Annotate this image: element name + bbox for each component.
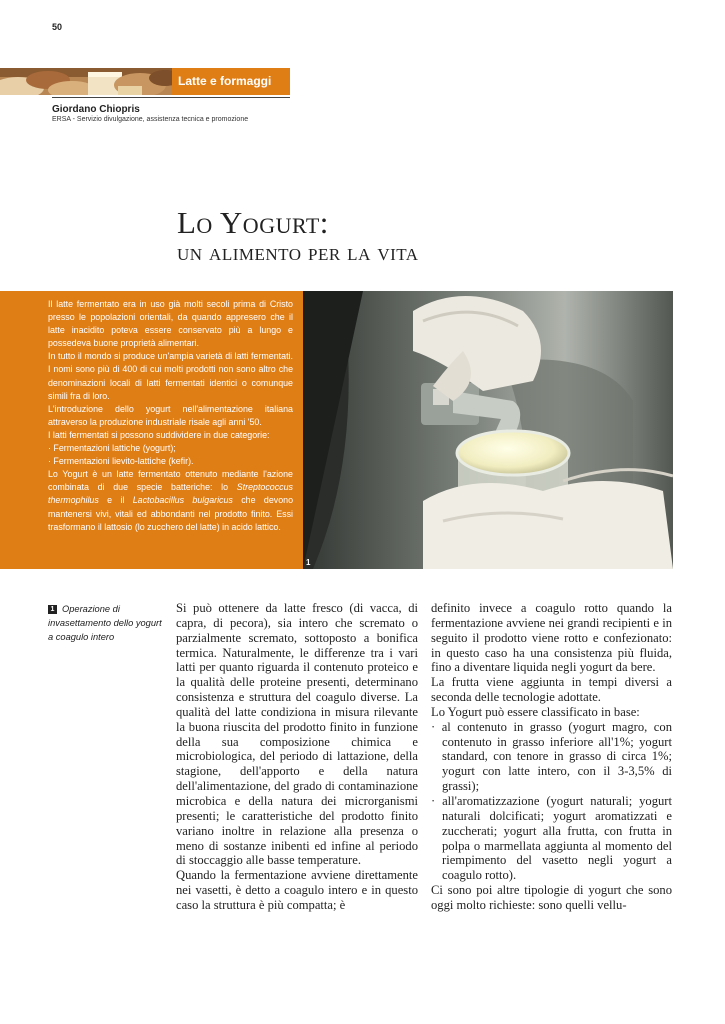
body-paragraph: Si può ottenere da latte fresco (di vacca, di capra, di pecora), sia intero che scremato o parzialmente scremato, sottoposto a bonifica termica. Naturalmente, le differenze tra i vari latti per quanto riguarda il contenuto proteico e la qualità delle proteine presenti, determinano consistenza e struttura del coagulo diverse. La qualità del latte condiziona in misura rilevante la buona riuscita del prodotto finito in funzione della sua composizione chimica e microbiologica, del periodo di lattazione, della stagione, dell'apporto e della natura dell'alimentazione, del grado di contaminazione microbica e della natura dei microrganismi presenti; le caratteristiche del prodotto finito variano inoltre in relazione alla presenza o meno di sostanze inibenti ed infine al periodo di stoccaggio alle basse temperature. xyxy=(176,601,418,868)
intro-paragraph: L'introduzione dello yogurt nell'alimentazione italiana attraverso la produzione industriale risale agli anni '50. xyxy=(48,403,293,427)
body-paragraph: Quando la fermentazione avviene direttamente nei vasetti, è detto a coagulo intero e in questo caso la struttura è più compatta; è xyxy=(176,868,418,912)
figure-caption xyxy=(48,602,163,644)
caption-text: Operazione di invasettamento dello yogurt a coagulo intero xyxy=(48,604,162,642)
intro-paragraph: In tutto il mondo si produce un'ampia varietà di latti fermentati. I nomi sono più di 400 di cui molti prodotti non sono altro che denominazioni locali di latti fermentati identici o comunque simili fra di loro. xyxy=(48,351,293,401)
intro-paragraph: I latti fermentati si possono suddividere in due categorie: xyxy=(48,429,270,440)
body-paragraph: La frutta viene aggiunta in tempi diversi a seconda delle tecnologie adottate. xyxy=(431,675,672,705)
header-cheese-photo xyxy=(0,68,172,95)
intro-paragraph xyxy=(48,468,293,533)
body-bullet: · all'aromatizzazione (yogurt naturali; yogurt naturali dolcificati; yogurt aromatizzati e zuccherati; yogurt alla frutta, con frutta in polpa o marmellata aggiunta al momento del riempimento del vasetto negli yogurt a coagulo rotto). xyxy=(431,793,672,883)
intro-text-run: Lo Yogurt è un latte fermentato ottenuto mediante l'azione combinata di due specie batteriche: lo xyxy=(48,469,293,493)
page-number: 50 xyxy=(52,22,63,32)
body-bullet: · al contenuto in grasso (yogurt magro, con contenuto in grasso inferiore all'1%; yogurt standard, con tenore in grasso di circa 1%; yogurt con latte intero, con il 3-3,5% di grassi); xyxy=(431,719,672,794)
figure-number: 1 xyxy=(306,558,311,567)
body-paragraph: Lo Yogurt può essere classificato in base: xyxy=(431,704,640,719)
yogurt-filling-photo xyxy=(303,291,673,569)
species-name: Lactobacillus bulgaricus xyxy=(132,495,233,506)
intro-text xyxy=(48,298,293,534)
header-rule xyxy=(52,97,290,98)
intro-paragraph: Il latte fermentato era in uso già molti secoli prima di Cristo presso le popolazioni orientali, da quando appresero che il latte inacidito poteva essere conservato più a lungo e possedeva buone proprietà alimentari. xyxy=(48,299,293,349)
species-name: Streptococcus thermophilus xyxy=(48,482,293,506)
body-paragraph: Ci sono poi altre tipologie di yogurt che sono oggi molto richieste: sono quelli vellu- xyxy=(431,883,672,912)
body-column-2 xyxy=(431,601,672,913)
intro-text-run: e il xyxy=(98,495,133,506)
article-title: Lo Yogurt: xyxy=(177,205,329,240)
body-paragraph: definito invece a coagulo rotto quando la fermentazione avviene nei grandi recipienti e in seguito il prodotto viene rotto e confezionato: in questo caso ha una consistenza più fluida, fino a diventare liquida negli yogurt da bere. xyxy=(431,601,672,675)
caption-number-badge: 1 xyxy=(48,605,57,614)
intro-box xyxy=(0,291,303,569)
author-affiliation: ERSA - Servizio divulgazione, assistenza tecnica e promozione xyxy=(52,116,249,123)
article-subtitle: un alimento per la vita xyxy=(177,240,419,266)
intro-bullet: · Fermentazioni lattiche (yogurt); xyxy=(48,443,176,454)
intro-bullet: · Fermentazioni lievito-lattiche (kefir). xyxy=(48,456,194,467)
section-tab: Latte e formaggi xyxy=(172,68,290,95)
author-name: Giordano Chiopris xyxy=(52,104,140,115)
intro-text-run: che devono mantenersi vivi, vitali ed abbondanti nel prodotto finito. Essi trasformano il lattosio (lo zucchero del latte) in acido lattico. xyxy=(48,495,294,532)
body-column-1 xyxy=(176,601,418,913)
